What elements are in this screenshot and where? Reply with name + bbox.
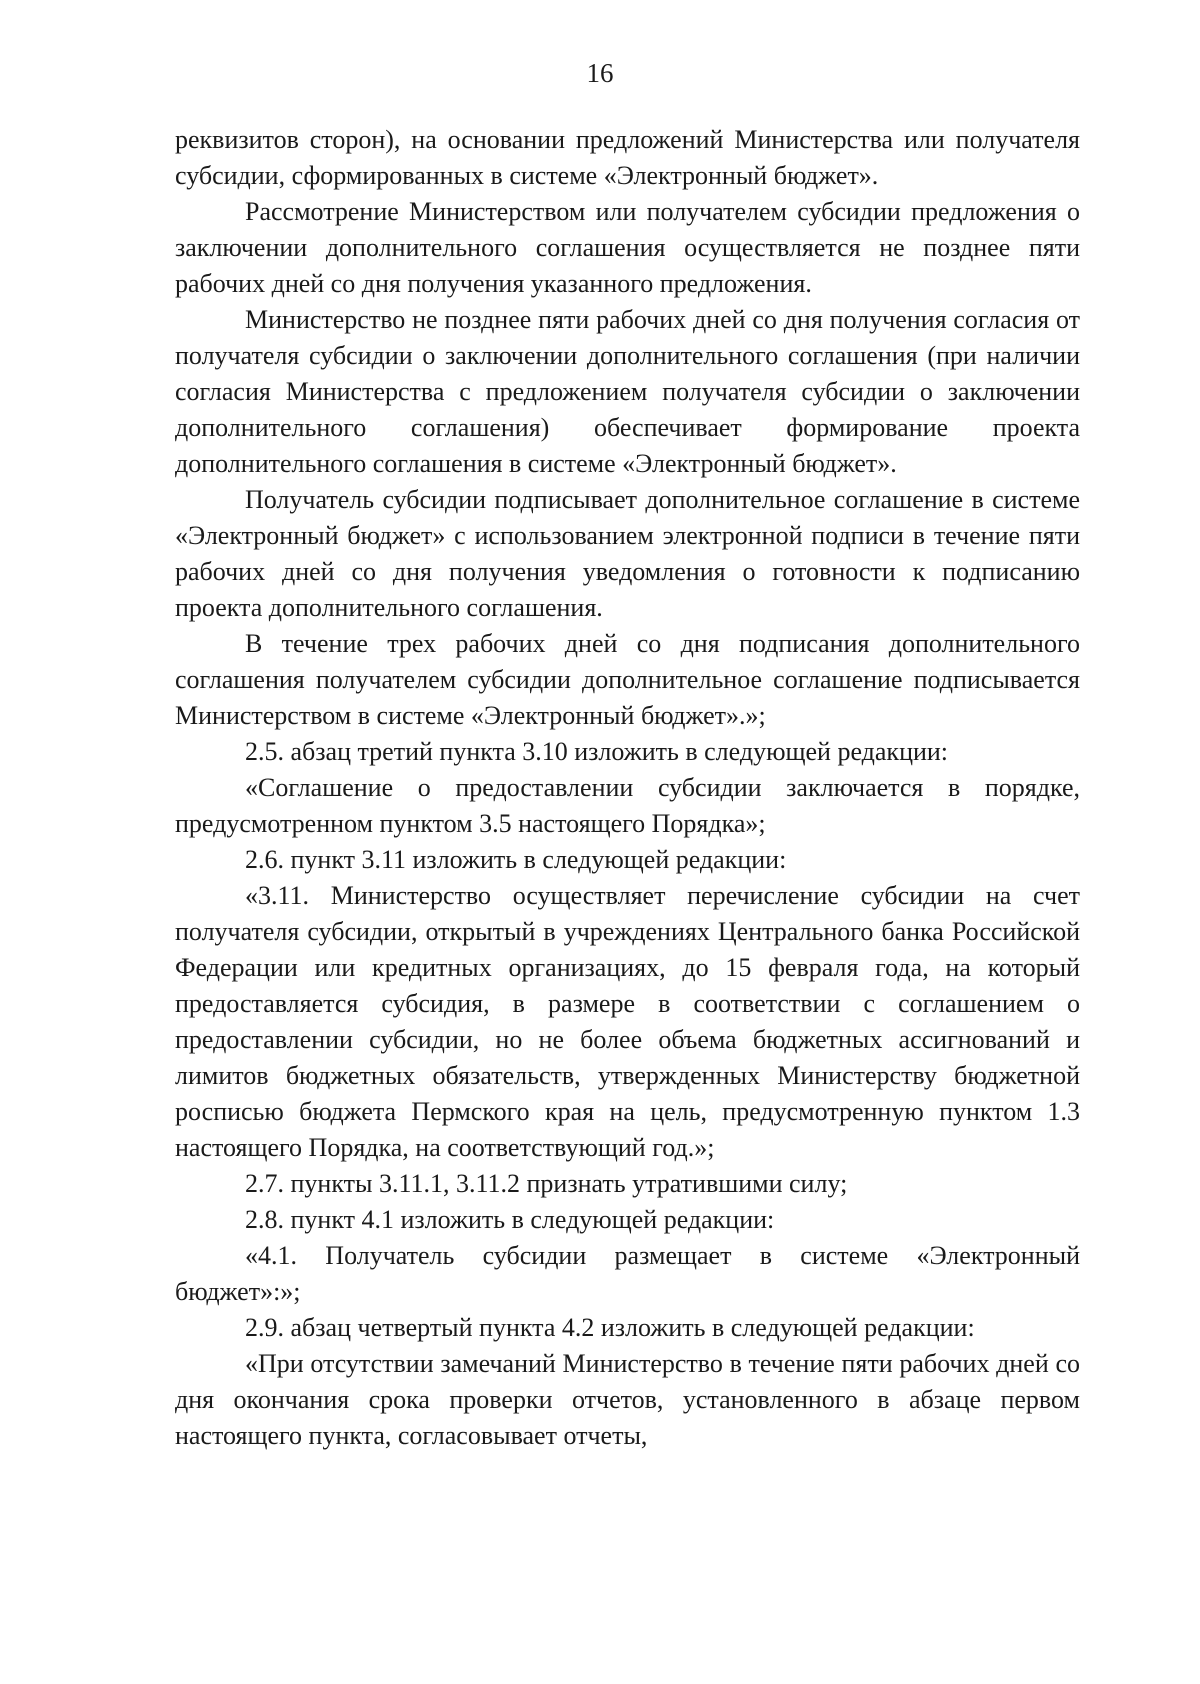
paragraph: 2.6. пункт 3.11 изложить в следующей редакции:: [245, 845, 787, 874]
paragraph: Министерство не позднее пяти рабочих дней со дня получения согласия от получателя субсидии о заключении дополнительного соглашения (при наличии согласия Министерства с предложением получателя субсидии о заключении дополнительного соглашения) обеспечивает формирование проекта дополнительного соглашения в системе «Электронный бюджет».: [175, 305, 1080, 478]
paragraph: В течение трех рабочих дней со дня подписания дополнительного соглашения получателем субсидии дополнительное соглашение подписывается Министерством в системе «Электронный бюджет».»;: [175, 629, 1080, 730]
paragraph: 2.7. пункты 3.11.1, 3.11.2 признать утратившими силу;: [245, 1169, 848, 1198]
page-number: 16: [586, 58, 614, 88]
paragraph: «3.11. Министерство осуществляет перечисление субсидии на счет получателя субсидии, открытый в учреждениях Центрального банка Российской Федерации или кредитных организациях, до 15 февраля года, на который предоставляется субсидия, в размере в соответствии с соглашением о предоставлении субсидии, но не более объема бюджетных ассигнований и лимитов бюджетных обязательств, утвержденных Министерству бюджетной росписью бюджета Пермского края на цель, предусмотренную пунктом 1.3 настоящего Порядка, на соответствующий год.»;: [175, 881, 1080, 1162]
document-body: [175, 122, 1080, 1454]
paragraph: реквизитов сторон), на основании предложений Министерства или получателя субсидии, сформированных в системе «Электронный бюджет».: [175, 125, 1080, 190]
paragraph: 2.9. абзац четвертый пункта 4.2 изложить в следующей редакции:: [245, 1313, 975, 1342]
paragraph: 2.8. пункт 4.1 изложить в следующей редакции:: [245, 1205, 775, 1234]
paragraph: «4.1. Получатель субсидии размещает в системе «Электронный бюджет»:»;: [175, 1241, 1080, 1306]
paragraph: Получатель субсидии подписывает дополнительное соглашение в системе «Электронный бюджет» с использованием электронной подписи в течение пяти рабочих дней со дня получения уведомления о готовности к подписанию проекта дополнительного соглашения.: [175, 485, 1080, 622]
paragraph: 2.5. абзац третий пункта 3.10 изложить в следующей редакции:: [245, 737, 949, 766]
paragraph: «При отсутствии замечаний Министерство в течение пяти рабочих дней со дня окончания срока проверки отчетов, установленного в абзаце первом настоящего пункта, согласовывает отчеты,: [175, 1349, 1080, 1450]
paragraph: «Соглашение о предоставлении субсидии заключается в порядке, предусмотренном пунктом 3.5 настоящего Порядка»;: [175, 773, 1080, 838]
paragraph: Рассмотрение Министерством или получателем субсидии предложения о заключении дополнительного соглашения осуществляется не позднее пяти рабочих дней со дня получения указанного предложения.: [175, 197, 1080, 298]
